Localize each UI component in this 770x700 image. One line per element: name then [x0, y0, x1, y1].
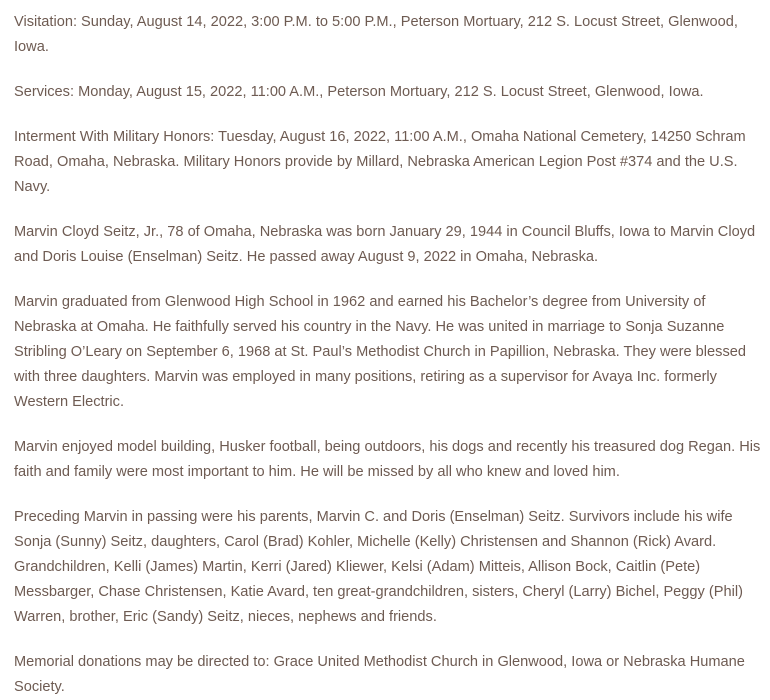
interests-paragraph: Marvin enjoyed model building, Husker football, being outdoors, his dogs and recently his treasured dog Regan. His faith and family were most important to him. He will be missed by all who knew and loved him. [14, 439, 761, 480]
services-paragraph: Services: Monday, August 15, 2022, 11:00 A.M., Peterson Mortuary, 212 S. Locust Street, Glenwood, Iowa. [14, 84, 704, 100]
visitation-paragraph: Visitation: Sunday, August 14, 2022, 3:00 P.M. to 5:00 P.M., Peterson Mortuary, 212 S. Locust Street, Glenwood, Iowa. [14, 14, 738, 55]
interment-paragraph: Interment With Military Honors: Tuesday, August 16, 2022, 11:00 A.M., Omaha National Cemetery, 14250 Schram Road, Omaha, Nebraska. Military Honors provide by Millard, Nebraska American Legion Post #374 and the U.S. Navy. [14, 129, 746, 195]
family-paragraph: Preceding Marvin in passing were his parents, Marvin C. and Doris (Enselman) Seitz. Survivors include his wife Sonja (Sunny) Seitz, daughters, Carol (Brad) Kohler, Michelle (Kelly) Christensen and Shannon (Rick) Avard. Grandchildren, Kelli (James) Martin, Kerri (Jared) Kliewer, Kelsi (Adam) Mitteis, Allison Bock, Caitlin (Pete) Messbarger, Chase Christensen, Katie Avard, ten great-grandchildren, sisters, Cheryl (Larry) Bichel, Peggy (Phil) Warren, brother, Eric (Sandy) Seitz, nieces, nephews and friends. [14, 509, 743, 625]
life-paragraph: Marvin graduated from Glenwood High School in 1962 and earned his Bachelor’s degree from University of Nebraska at Omaha. He faithfully served his country in the Navy. He was united in marriage to Sonja Suzanne Stribling O’Leary on September 6, 1968 at St. Paul’s Methodist Church in Papillion, Nebraska. They were blessed with three daughters. Marvin was employed in many positions, retiring as a supervisor for Avaya Inc. formerly Western Electric. [14, 294, 746, 410]
birth-paragraph: Marvin Cloyd Seitz, Jr., 78 of Omaha, Nebraska was born January 29, 1944 in Council Bluffs, Iowa to Marvin Cloyd and Doris Louise (Enselman) Seitz. He passed away August 9, 2022 in Omaha, Nebraska. [14, 224, 756, 265]
memorials-paragraph: Memorial donations may be directed to: Grace United Methodist Church in Glenwood, Iowa or Nebraska Humane Society. [14, 654, 745, 695]
